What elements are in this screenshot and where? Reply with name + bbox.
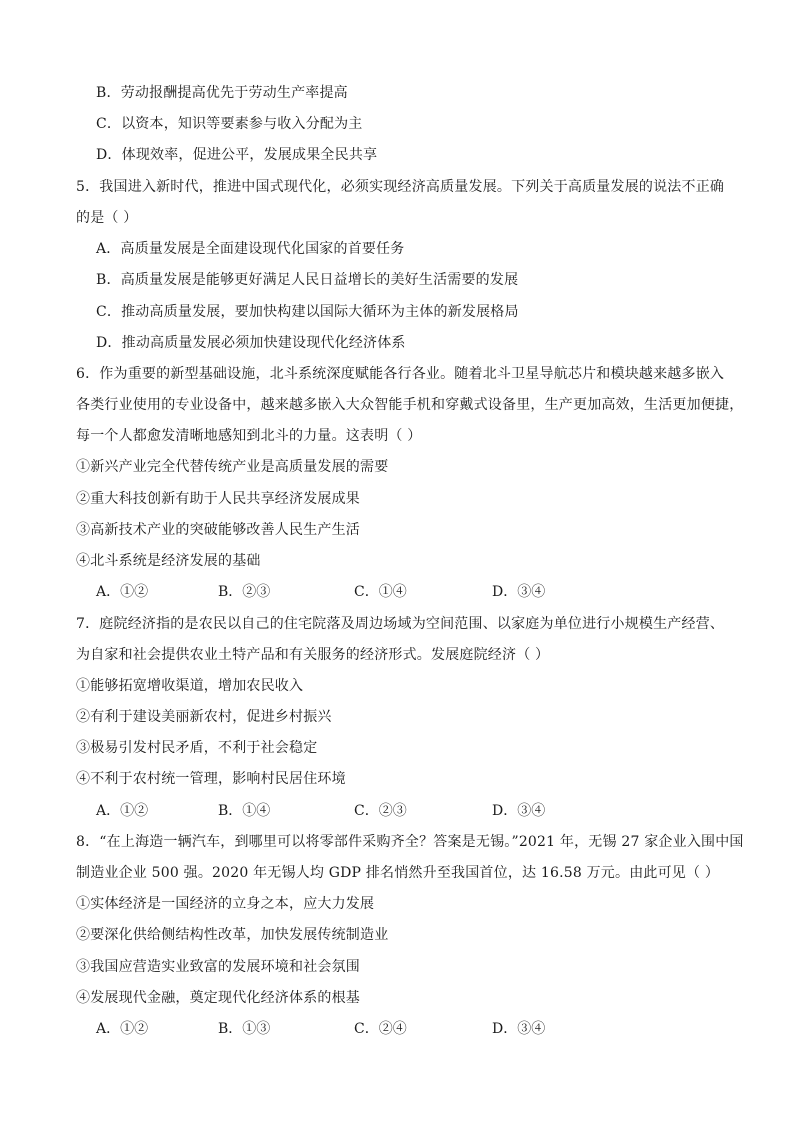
q6-stem-line-2: 各类行业使用的专业设备中，越来越多嵌入大众智能手机和穿戴式设备里，生产更加高效，生活更加便捷， <box>76 397 744 413</box>
q7-choice-a: A．①② <box>96 803 149 819</box>
q8-statement-2: ②要深化供给侧结构性改革，加快发展传统制造业 <box>76 927 389 943</box>
q6-statement-3: ③高新技术产业的突破能够改善人民生产生活 <box>76 522 360 538</box>
q6-choice-d: D．③④ <box>492 584 546 600</box>
q8-choice-a: A．①② <box>96 1021 149 1037</box>
q6-stem-line-3: 每一个人都愈发清晰地感知到北斗的力量。这表明（ ） <box>76 428 422 444</box>
q6-statement-1: ①新兴产业完全代替传统产业是高质量发展的需要 <box>76 459 389 475</box>
q6-choices <box>96 583 656 601</box>
q6-choice-c: C．①④ <box>354 584 407 600</box>
q8-statement-3: ③我国应营造实业致富的发展环境和社会氛围 <box>76 959 360 975</box>
q5-option-c: C．推动高质量发展，要加快构建以国际大循环为主体的新发展格局 <box>96 304 519 320</box>
q5-option-b: B．高质量发展是能够更好满足人民日益增长的美好生活需要的发展 <box>96 272 519 288</box>
q5-stem-line-1: 5．我国进入新时代，推进中国式现代化，必须实现经济高质量发展。下列关于高质量发展的说法不正确 <box>76 179 725 195</box>
q6-statement-2: ②重大科技创新有助于人民共享经济发展成果 <box>76 491 360 507</box>
q7-statement-2: ②有利于建设美丽新农村，促进乡村振兴 <box>76 709 332 725</box>
q8-choices <box>96 1020 656 1038</box>
q8-stem-line-1: 8．“在上海造一辆汽车，到哪里可以将零部件采购齐全？答案是无锡。”2021 年，无锡 27 家企业入围中国 <box>76 834 744 850</box>
q8-stem-line-2: 制造业企业 500 强。2020 年无锡人均 GDP 排名悄然升至我国首位，达 16.58 万元。由此可见（ ） <box>76 865 720 881</box>
q6-statement-4: ④北斗系统是经济发展的基础 <box>76 553 261 569</box>
q6-stem-line-1: 6．作为重要的新型基础设施，北斗系统深度赋能各行各业。随着北斗卫星导航芯片和模块越来越多嵌入 <box>76 366 725 382</box>
prev-option-d: D．体现效率，促进公平，发展成果全民共享 <box>96 147 378 163</box>
q7-choice-b: B．①④ <box>218 803 271 819</box>
q7-statement-3: ③极易引发村民矛盾，不利于社会稳定 <box>76 740 318 756</box>
q7-stem-line-1: 7．庭院经济指的是农民以自己的住宅院落及周边场域为空间范围、以家庭为单位进行小规模生产经营、 <box>76 616 725 632</box>
q8-statement-1: ①实体经济是一国经济的立身之本，应大力发展 <box>76 896 375 912</box>
q8-choice-c: C．②④ <box>354 1021 407 1037</box>
q7-statement-1: ①能够拓宽增收渠道，增加农民收入 <box>76 678 304 694</box>
q5-option-a: A．高质量发展是全面建设现代化国家的首要任务 <box>96 241 405 257</box>
q6-choice-b: B．②③ <box>218 584 271 600</box>
q7-statement-4: ④不利于农村统一管理，影响村民居住环境 <box>76 771 346 787</box>
q5-option-d: D．推动高质量发展必须加快建设现代化经济体系 <box>96 335 406 351</box>
prev-option-c: C．以资本，知识等要素参与收入分配为主 <box>96 116 363 132</box>
q8-statement-4: ④发展现代金融，奠定现代化经济体系的根基 <box>76 990 360 1006</box>
q7-choice-c: C．②③ <box>354 803 407 819</box>
q6-choice-a: A．①② <box>96 584 149 600</box>
q7-stem-line-2: 为自家和社会提供农业土特产品和有关服务的经济形式。发展庭院经济（ ） <box>76 647 550 663</box>
prev-option-b: B．劳动报酬提高优先于劳动生产率提高 <box>96 85 348 101</box>
q8-choice-b: B．①③ <box>218 1021 271 1037</box>
q7-choice-d: D．③④ <box>492 803 546 819</box>
q8-choice-d: D．③④ <box>492 1021 546 1037</box>
q5-stem-line-2: 的是（ ） <box>76 210 138 226</box>
q7-choices <box>96 802 656 820</box>
